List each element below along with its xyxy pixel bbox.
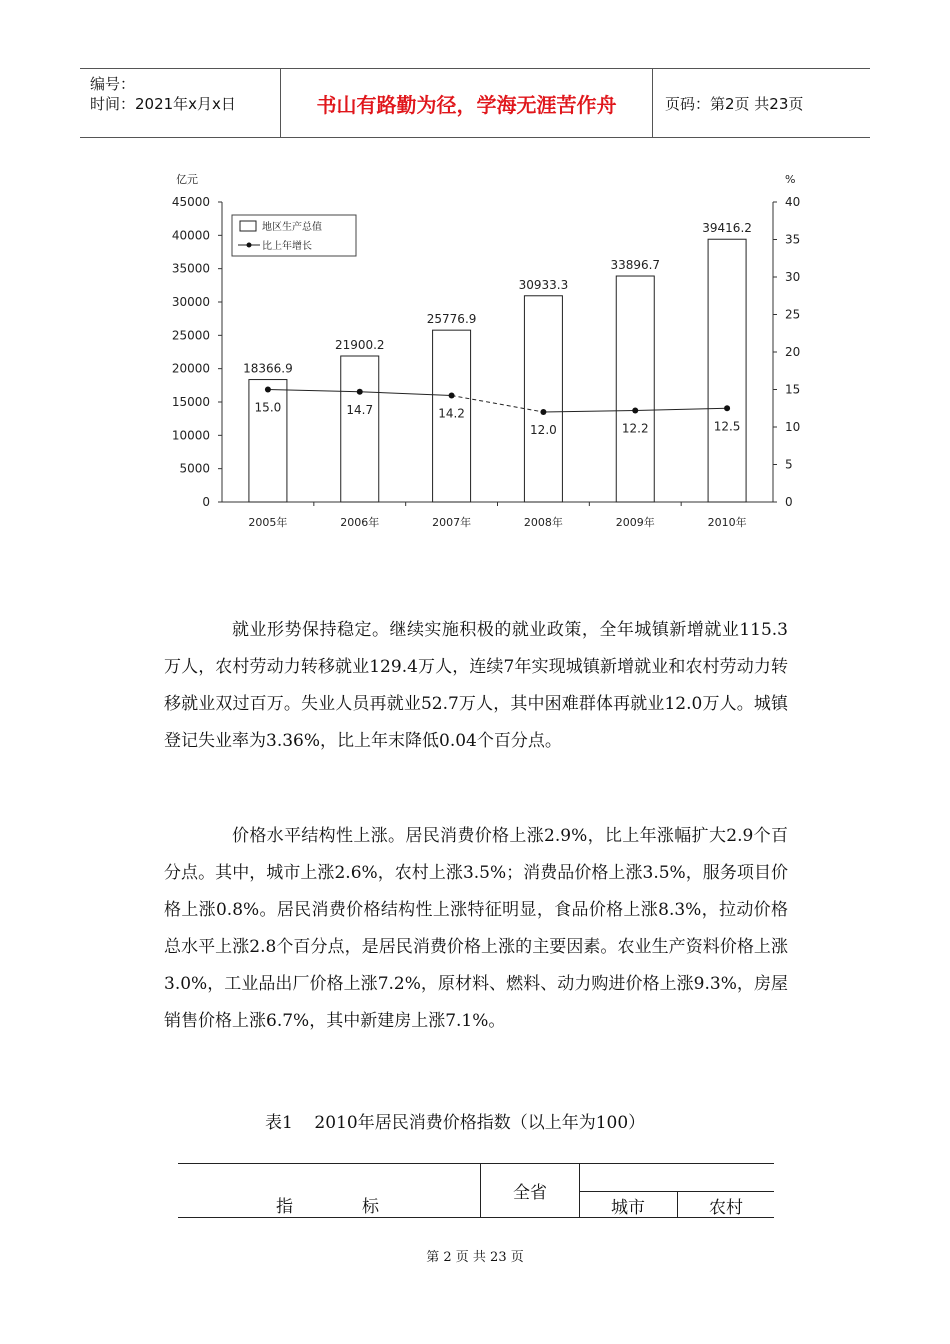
header-page-number: 页码：第2页 共23页 [665, 94, 804, 113]
bar-gdp [616, 276, 654, 502]
growth-value-label: 15.0 [254, 400, 282, 415]
growth-point [632, 408, 638, 414]
left-tick-label: 45000 [171, 195, 210, 209]
left-tick-label: 35000 [171, 261, 210, 276]
left-tick-label: 15000 [171, 395, 210, 409]
right-tick-label: 0 [785, 495, 793, 509]
left-tick-label: 5000 [179, 461, 210, 476]
growth-value-label: 14.7 [346, 402, 374, 417]
x-category-label: 2009年 [615, 516, 655, 529]
right-tick-label: 10 [785, 420, 801, 434]
bar-gdp [249, 380, 287, 502]
bar-gdp [708, 239, 746, 502]
right-tick-label: 15 [785, 382, 801, 397]
header-motto: 书山有路勤为径，学海无涯苦作舟 [281, 69, 653, 137]
left-tick-label: 40000 [171, 228, 210, 243]
growth-point [357, 389, 363, 395]
legend-gdp-label: 地区生产总值 [262, 222, 322, 233]
table-caption: 表1 2010年居民消费价格指数（以上年为100） [265, 1113, 646, 1133]
growth-point [724, 405, 730, 411]
growth-point [540, 409, 546, 415]
indicator-char-1: 指 [276, 1197, 293, 1217]
right-tick-label: 20 [785, 345, 801, 359]
left-tick-label: 0 [202, 495, 210, 509]
bar-value-label: 18366.9 [243, 361, 293, 376]
right-tick-label: 35 [785, 232, 801, 247]
doc-number-label: 编号： [90, 75, 136, 93]
left-axis-unit: 亿元 [176, 173, 198, 186]
growth-value-label: 12.0 [530, 423, 557, 437]
right-tick-label: 40 [785, 195, 801, 209]
bar-gdp [524, 296, 562, 502]
table-header-city: 城市 [579, 1191, 678, 1218]
growth-value-label: 14.2 [438, 406, 465, 421]
left-tick-label: 20000 [171, 361, 210, 376]
paragraph-employment: 就业形势保持稳定。继续实施积极的就业政策，全年城镇新增就业115.3万人，农村劳动力转移就业129.4万人，连续7年实现城镇新增就业和农村劳动力转移就业双过百万。失业人员再就业52.7万人，其中困难群体再就业12.0万人。城镇登记失业率为3.36%，比上年末降低0.04个百分点。 [164, 620, 788, 751]
bar-value-label: 33896.7 [610, 258, 661, 273]
cpi-table-header [178, 1163, 774, 1218]
bar-value-label: 21900.2 [334, 337, 385, 352]
legend-line-marker [247, 243, 252, 248]
doc-date-label: 时间：2021年x月x日 [90, 95, 236, 113]
table-header-province: 全省 [480, 1164, 580, 1217]
indicator-char-2: 标 [362, 1197, 379, 1217]
right-tick-label: 5 [785, 457, 793, 472]
x-category-label: 2006年 [340, 516, 380, 529]
header-meta [80, 69, 281, 137]
right-tick-label: 25 [785, 307, 801, 322]
left-tick-label: 25000 [171, 328, 210, 343]
growth-value-label: 12.2 [621, 421, 649, 436]
growth-point [449, 393, 455, 399]
x-category-label: 2010年 [707, 516, 747, 529]
bar-value-label: 25776.9 [426, 312, 477, 327]
growth-point [265, 387, 271, 393]
bar-value-label: 39416.2 [702, 221, 752, 236]
bar-gdp [341, 356, 379, 502]
gdp-growth-chart [140, 165, 820, 540]
page-header [80, 68, 870, 138]
page-footer: 第 2 页 共 23 页 [426, 1250, 524, 1265]
left-tick-label: 30000 [171, 295, 210, 309]
table-header-indicator [178, 1164, 480, 1217]
x-category-label: 2008年 [523, 516, 563, 529]
bar-value-label: 30933.3 [518, 277, 569, 292]
growth-value-label: 12.5 [713, 419, 741, 434]
right-axis-unit: % [785, 173, 796, 186]
legend-growth-label: 比上年增长 [262, 241, 312, 252]
x-category-label: 2005年 [248, 516, 288, 529]
legend-bar-swatch [240, 221, 256, 231]
paragraph-prices: 价格水平结构性上涨。居民消费价格上涨2.9%，比上年涨幅扩大2.9个百分点。其中，城市上涨2.6%，农村上涨3.5%；消费品价格上涨3.5%，服务项目价格上涨0.8%。居民消费价格结构性上涨特征明显，食品价格上涨8.3%，拉动价格总水平上涨2.8个百分点，是居民消费价格上涨的主要因素。农业生产资料价格上涨3.0%，工业品出厂价格上涨7.2%，原材料、燃料、动力购进价格上涨9.3%，房屋销售价格上涨6.7%，其中新建房上涨7.1%。 [164, 826, 788, 1031]
x-category-label: 2007年 [432, 516, 472, 529]
left-tick-label: 10000 [171, 428, 210, 443]
right-tick-label: 30 [785, 270, 801, 284]
table-header-rural: 农村 [678, 1191, 774, 1218]
